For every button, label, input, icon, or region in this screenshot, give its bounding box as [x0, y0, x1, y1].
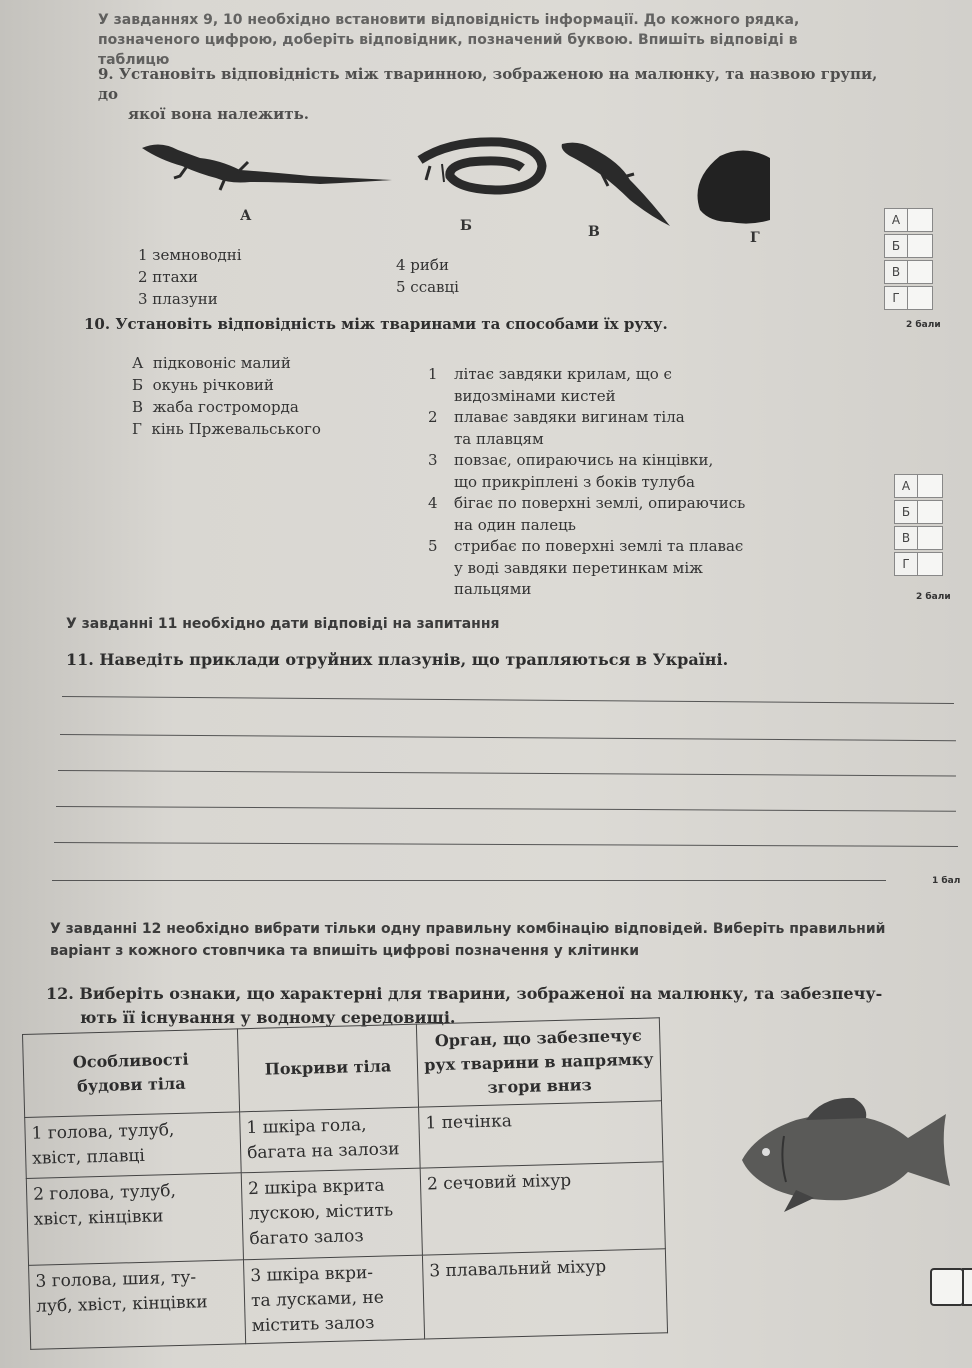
way-5: 5 стрибає по поверхні землі та плаває у воді завдяки перетинкам між пальцями	[428, 537, 744, 598]
q9-answer-cell-g[interactable]	[908, 286, 933, 310]
animal-label-g: Г	[750, 230, 760, 246]
q9-answer-cell-b[interactable]	[908, 234, 933, 258]
q12-answer-cell-2[interactable]	[962, 1268, 972, 1306]
group-2: 2 птахи	[138, 268, 199, 286]
header-body-cover: Покриви тіла	[237, 1024, 418, 1112]
option-organ-3[interactable]: 3 плавальний міхур	[422, 1249, 667, 1339]
header-movement-organ: Орган, що забезпечує рух тварини в напрямку згори вниз	[416, 1018, 661, 1107]
way-2: 2 плаває завдяки вигинам тіла та плавцям	[428, 408, 685, 448]
q9-answer-box	[884, 208, 933, 312]
animal-label-a: А	[240, 208, 252, 224]
q10-answer-cell-b[interactable]	[918, 500, 943, 524]
option-organ-2[interactable]: 2 сечовий міхур	[420, 1162, 665, 1255]
q9-line1: 9. Установіть відповідність між тваринною, зображеною на малюнку, та назвою групи, до	[98, 65, 878, 103]
instructions-11: У завданні 11 необхідно дати відповіді на запитання	[66, 616, 500, 632]
q10-answer-label-g: Г	[894, 552, 918, 576]
fish-image	[736, 1090, 972, 1220]
q10-animal-v: В жаба гостроморда	[132, 398, 299, 416]
q9-answer-cell-a[interactable]	[908, 208, 933, 232]
q9-groups-left	[138, 244, 242, 310]
q10-answer-cell-g[interactable]	[918, 552, 943, 576]
newt-image	[562, 143, 670, 226]
q10-animal-g: Г кінь Пржевальського	[132, 420, 321, 438]
group-5: 5 ссавці	[396, 278, 459, 296]
answer-line-6[interactable]	[52, 880, 886, 881]
q12-answer-cell-1[interactable]	[930, 1268, 964, 1306]
animal-illustrations	[130, 130, 770, 240]
q9-answer-label-a: А	[884, 208, 908, 232]
header-body-structure: Особливості будови тіла	[23, 1029, 240, 1118]
answer-line-1[interactable]	[62, 696, 954, 704]
option-structure-2[interactable]: 2 голова, тулуб, хвіст, кінцівки	[26, 1173, 243, 1266]
q12-options-table	[22, 1017, 668, 1350]
q10-answer-cell-v[interactable]	[918, 526, 943, 550]
lizard-image	[142, 144, 392, 190]
group-4: 4 риби	[396, 256, 449, 274]
option-cover-3[interactable]: 3 шкіра вкри- та лусками, не містить залоз	[243, 1255, 424, 1344]
option-structure-1[interactable]: 1 голова, тулуб, хвіст, плавці	[25, 1112, 242, 1179]
animal-label-v: В	[588, 224, 600, 240]
q10-animal-b: Б окунь річковий	[132, 376, 274, 394]
eel-image	[420, 142, 542, 190]
q9-points: 2 бали	[906, 320, 941, 330]
q10-animals	[132, 352, 321, 440]
q9-answer-label-g: Г	[884, 286, 908, 310]
way-1: 1 літає завдяки крилам, що є видозмінами кистей	[428, 365, 672, 405]
answer-line-4[interactable]	[56, 806, 956, 812]
question-11-text: 11. Наведіть приклади отруйних плазунів, що трапляються в Україні.	[66, 650, 729, 669]
q10-answer-label-b: Б	[894, 500, 918, 524]
answer-line-2[interactable]	[60, 734, 956, 741]
q11-points: 1 бал	[932, 876, 961, 886]
instructions-12: У завданні 12 необхідно вибрати тільки одну правильну комбінацію відповідей. Виберіть правильний варіант з кожного стовпчика та впишіть цифрові позначення у клітинки	[50, 921, 886, 959]
option-structure-3[interactable]: 3 голова, шия, ту- луб, хвіст, кінцівки	[29, 1260, 246, 1350]
animal-label-b: Б	[460, 218, 472, 234]
q9-answer-label-b: Б	[884, 234, 908, 258]
q10-answer-box	[894, 474, 943, 578]
option-cover-1[interactable]: 1 шкіра гола, багата на залози	[240, 1107, 421, 1173]
instructions-9-10: У завданнях 9, 10 необхідно встановити відповідність інформації. До кожного рядка, позначеного цифрою, доберіть відповідник, позначений буквою. Впишіть відповіді в таблицю	[98, 12, 800, 68]
q9-line2: якої вона належить.	[128, 105, 309, 123]
option-organ-1[interactable]: 1 печінка	[419, 1101, 664, 1168]
question-9-text	[98, 64, 878, 124]
way-4: 4 бігає по поверхні землі, опираючись на один палець	[428, 494, 746, 534]
table-row	[26, 1162, 665, 1266]
q10-answer-label-a: А	[894, 474, 918, 498]
q9-answer-cell-v[interactable]	[908, 260, 933, 284]
way-3: 3 повзає, опираючись на кінцівки, що прикріплені з боків тулуба	[428, 451, 714, 491]
q9-groups-right	[396, 254, 459, 298]
q10-answer-label-v: В	[894, 526, 918, 550]
option-cover-2[interactable]: 2 шкіра вкрита лускою, містить багато залоз	[241, 1168, 422, 1260]
q10-points: 2 бали	[916, 592, 951, 602]
answer-line-3[interactable]	[58, 770, 956, 776]
q10-animal-a: А підковоніс малий	[132, 354, 291, 372]
question-10-text: 10. Установіть відповідність між тваринами та способами їх руху.	[84, 315, 668, 333]
table-row	[29, 1249, 668, 1350]
q10-answer-cell-a[interactable]	[918, 474, 943, 498]
group-1: 1 земноводні	[138, 246, 242, 264]
q10-ways	[428, 364, 808, 601]
group-3: 3 плазуни	[138, 290, 218, 308]
answer-line-5[interactable]	[54, 842, 958, 847]
hedgehog-image	[698, 150, 771, 223]
question-12-text: 12. Виберіть ознаки, що характерні для тварини, зображеної на малюнку, та забезпечу- ють її існування у водному середовищі.	[46, 984, 883, 1027]
q9-answer-label-v: В	[884, 260, 908, 284]
